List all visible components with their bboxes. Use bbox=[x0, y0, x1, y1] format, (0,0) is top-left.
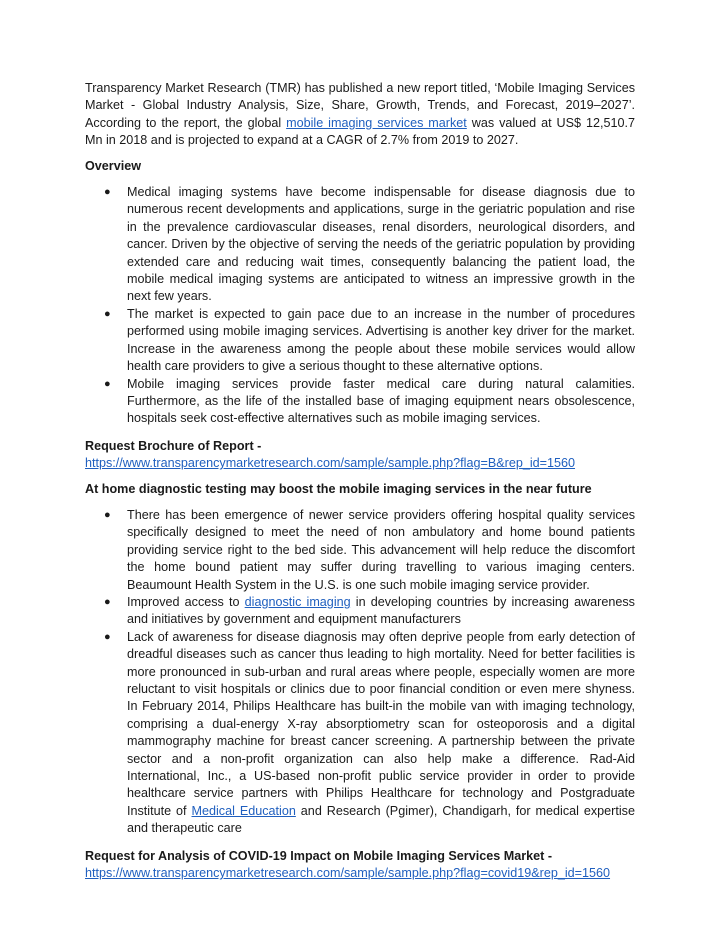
bullet-icon: ● bbox=[104, 630, 111, 643]
bullet-icon: ● bbox=[104, 508, 111, 521]
bullet-icon: ● bbox=[104, 595, 111, 608]
mobile-imaging-market-link[interactable]: mobile imaging services market bbox=[286, 115, 467, 130]
bullet-text: Mobile imaging services provide faster medical care during natural calamities. Furthermore, as the life of the installed base of imaging equipment nears obsolescence, hospitals seek cost-effective alternatives such as mobile imaging services. bbox=[127, 376, 635, 426]
medical-education-link[interactable]: Medical Education bbox=[191, 803, 296, 818]
bullet-icon: ● bbox=[104, 307, 111, 320]
brochure-heading: Request Brochure of Report - bbox=[85, 438, 262, 453]
brochure-request bbox=[85, 438, 635, 473]
bullet-text: There has been emergence of newer service providers offering hospital quality services specifically designed to meet the need of non ambulatory and home bound patients providing service right to the bed side. This advancement will help reduce the discomfort the home bound patient may suffer during travelling to various imaging centers. Beaumount Health System in the U.S. is one such mobile imaging service provider. bbox=[127, 507, 635, 592]
list-item bbox=[85, 184, 635, 306]
list-item bbox=[85, 376, 635, 428]
list-item bbox=[85, 507, 635, 594]
overview-heading: Overview bbox=[85, 158, 142, 173]
bullet-text: The market is expected to gain pace due to an increase in the number of procedures performed using mobile imaging services. Advertising is another key driver for the market. Increase in the awareness among the people about these mobile services would allow health care providers to give a serious thought to these alternative options. bbox=[127, 306, 635, 374]
bullet-text-start: Lack of awareness for disease diagnosis may often deprive people from early detection of dreadful diseases such as cancer thus leading to high mortality. Need for better facilities is more pronounced in sub-urban and rural areas where people, especially women are more reluctant to visit hospitals or clinics due to poor financial condition or even mere shyness. In February 2014, Philips Healthcare has built-in the mobile van with imaging technology, comprising a dual-energy X-ray absorptiometry scan for osteoporosis and a digital mammography machine for breast cancer screening. A partnership between the private sector and a non-profit organization can also help make a difference. Rad-Aid International, Inc., a US-based non-profit public service provider in order to provide healthcare service partners with Philips Healthcare for technology and Postgraduate Institute of bbox=[127, 629, 635, 818]
home-testing-bullet-list bbox=[85, 507, 635, 838]
list-item bbox=[85, 594, 635, 629]
list-item bbox=[85, 629, 635, 838]
bullet-text-start: Improved access to bbox=[127, 594, 245, 609]
bullet-text-end: in developing countries by increasing awareness and initiatives by government and equipment manufacturers bbox=[127, 594, 635, 627]
list-item bbox=[85, 306, 635, 376]
intro-paragraph bbox=[85, 80, 635, 150]
covid-request bbox=[85, 848, 635, 883]
covid-heading: Request for Analysis of COVID-19 Impact on Mobile Imaging Services Market - bbox=[85, 848, 553, 863]
bullet-icon: ● bbox=[104, 377, 111, 390]
home-testing-heading: At home diagnostic testing may boost the mobile imaging services in the near future bbox=[85, 481, 592, 496]
diagnostic-imaging-link[interactable]: diagnostic imaging bbox=[244, 594, 351, 609]
covid-link[interactable]: https://www.transparencymarketresearch.com/sample/sample.php?flag=covid19&rep_id=1560 bbox=[85, 866, 611, 881]
brochure-link[interactable]: https://www.transparencymarketresearch.com/sample/sample.php?flag=B&rep_id=1560 bbox=[85, 456, 576, 471]
bullet-icon: ● bbox=[104, 186, 111, 199]
bullet-text-end: and Research (Pgimer), Chandigarh, for medical expertise and therapeutic care bbox=[127, 803, 635, 836]
document-page bbox=[85, 80, 635, 890]
bullet-text: Medical imaging systems have become indispensable for disease diagnosis due to numerous recent developments and applications, surge in the geriatric population and rise in the prevalence cardiovascular diseases, renal disorders, neurological disorders, and cancer. Driven by the objective of serving the needs of the geriatric population by providing extended care and reducing wait times, consequently balancing the patient load, the mobile medical imaging systems are anticipated to witness an impressive growth in the next few years. bbox=[127, 185, 635, 304]
overview-bullet-list bbox=[85, 184, 635, 428]
intro-text-start: Transparency Market Research (TMR) has published a new report titled, ‘Mobile Imaging Services Market - Global Industry Analysis, Size, Share, Growth, Trends, and Forecast, 2019–2027’. According to the report, the global bbox=[85, 81, 635, 130]
intro-text-end: was valued at US$ 12,510.7 Mn in 2018 and is projected to expand at a CAGR of 2.7% from 2019 to 2027. bbox=[85, 115, 636, 148]
